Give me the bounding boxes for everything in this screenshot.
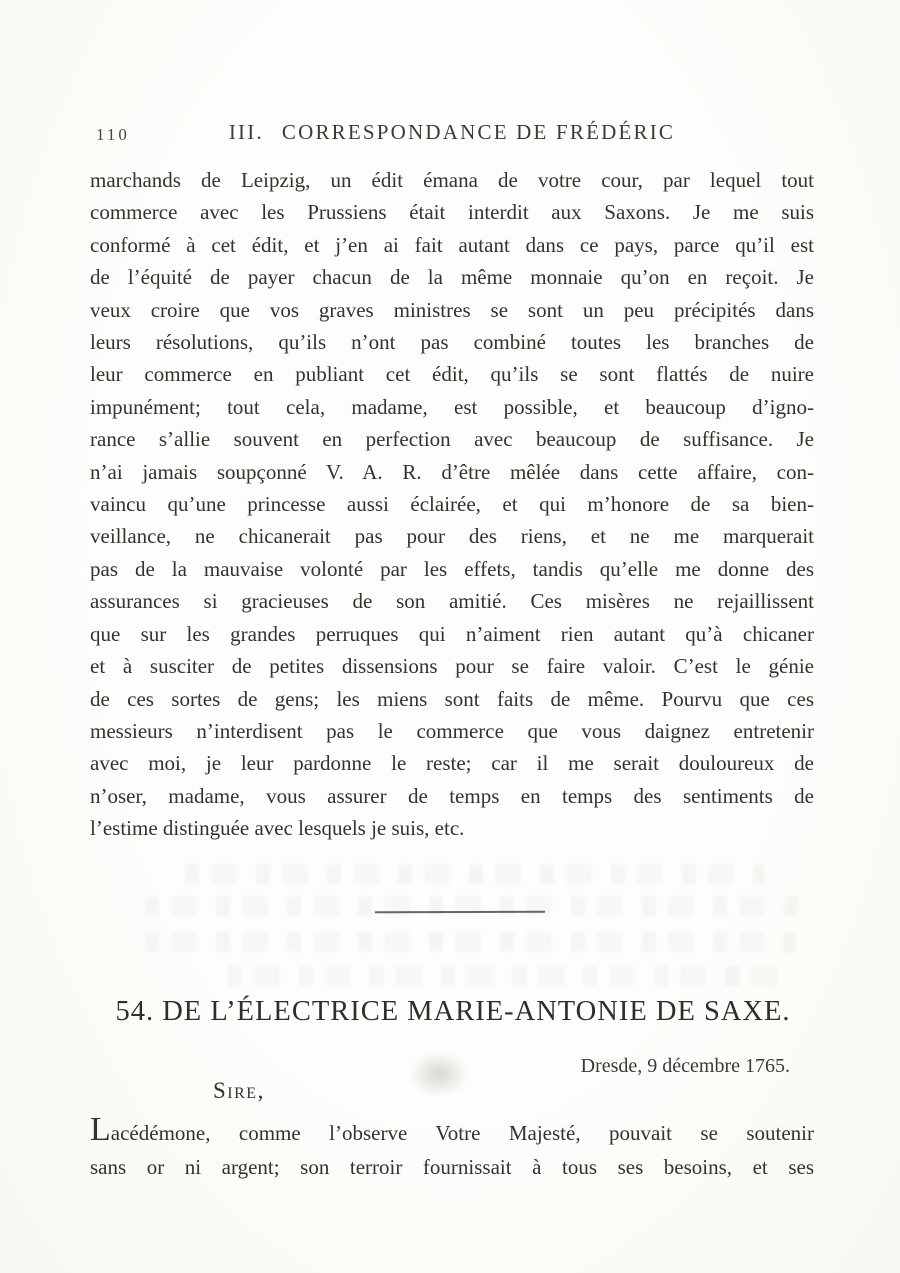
verso-bleedthrough — [228, 966, 788, 986]
letter-53-body — [90, 164, 814, 845]
dateline: Dresde, 9 décembre 1765. — [580, 1055, 790, 1077]
text-line: marchands de Leipzig, un édit émana de votre cour, par lequel tout — [90, 168, 814, 192]
page-number: 110 — [96, 125, 130, 144]
letter-54-body — [90, 1111, 814, 1184]
text-line: pas de la mauvaise volonté par les effets, tandis qu’elle me donne des — [90, 556, 814, 581]
text-line: veux croire que vos graves ministres se sont un peu précipités dans — [90, 297, 814, 322]
text-line: assurances si gracieuses de son amitié. Ces misères ne rejaillissent — [90, 589, 814, 614]
text-line: n’oser, madame, vous assurer de temps en temps des sentiments de — [90, 783, 814, 808]
text-line: l’estime distinguée avec lesquels je suis, etc. — [90, 816, 465, 841]
verso-bleedthrough — [145, 896, 800, 916]
text-line: messieurs n’interdisent pas le commerce que vous daignez entretenir — [90, 718, 814, 743]
text-line: et à susciter de petites dissensions pour se faire valoir. C’est le génie — [90, 654, 814, 679]
text-line: sans or ni argent; son terroir fournissait à tous ses besoins, et ses — [90, 1155, 814, 1179]
running-title-text: CORRESPONDANCE DE FRÉDÉRIC — [281, 120, 676, 144]
text-line: Lacédémone, comme l’observe Votre Majesté, pouvait se soutenir — [90, 1111, 814, 1148]
verso-bleedthrough — [185, 864, 765, 884]
text-line: commerce avec les Prussiens était interdit aux Saxons. Je me suis — [90, 200, 814, 225]
text-line: leurs résolutions, qu’ils n’ont pas combiné toutes les branches de — [90, 330, 814, 355]
section-divider — [375, 911, 545, 913]
text-line: veillance, ne chicanerait pas pour des riens, et ne me marquerait — [90, 524, 814, 549]
text-line: conformé à cet édit, et j’en ai fait autant dans ce pays, parce qu’il est — [90, 232, 814, 257]
running-title — [90, 120, 814, 145]
running-head — [90, 120, 814, 146]
text-line: avec moi, je leur pardonne le reste; car il me serait douloureux de — [90, 751, 814, 776]
text-line: impunément; tout cela, madame, est possible, et beaucoup d’igno- — [90, 394, 814, 419]
verso-bleedthrough — [145, 932, 795, 952]
text-line: de l’équité de payer chacun de la même monnaie qu’on en reçoit. Je — [90, 265, 814, 290]
letter-54-heading: 54. DE L’ÉLECTRICE MARIE-ANTONIE DE SAXE. — [115, 996, 791, 1027]
salutation: Sire, — [213, 1078, 265, 1103]
text-line: rance s’allie souvent en perfection avec beaucoup de suffisance. Je — [90, 427, 814, 452]
text-line: leur commerce en publiant cet édit, qu’ils se sont flattés de nuire — [90, 362, 814, 387]
text-line: n’ai jamais soupçonné V. A. R. d’être mêlée dans cette affaire, con- — [90, 459, 814, 484]
running-title-section-number: III. — [228, 120, 264, 144]
text-line: que sur les grandes perruques qui n’aiment rien autant qu’à chicaner — [90, 621, 814, 646]
text-line: vaincu qu’une princesse aussi éclairée, et qui m’honore de sa bien- — [90, 492, 814, 517]
text-line: de ces sortes de gens; les miens sont faits de même. Pourvu que ces — [90, 686, 814, 711]
